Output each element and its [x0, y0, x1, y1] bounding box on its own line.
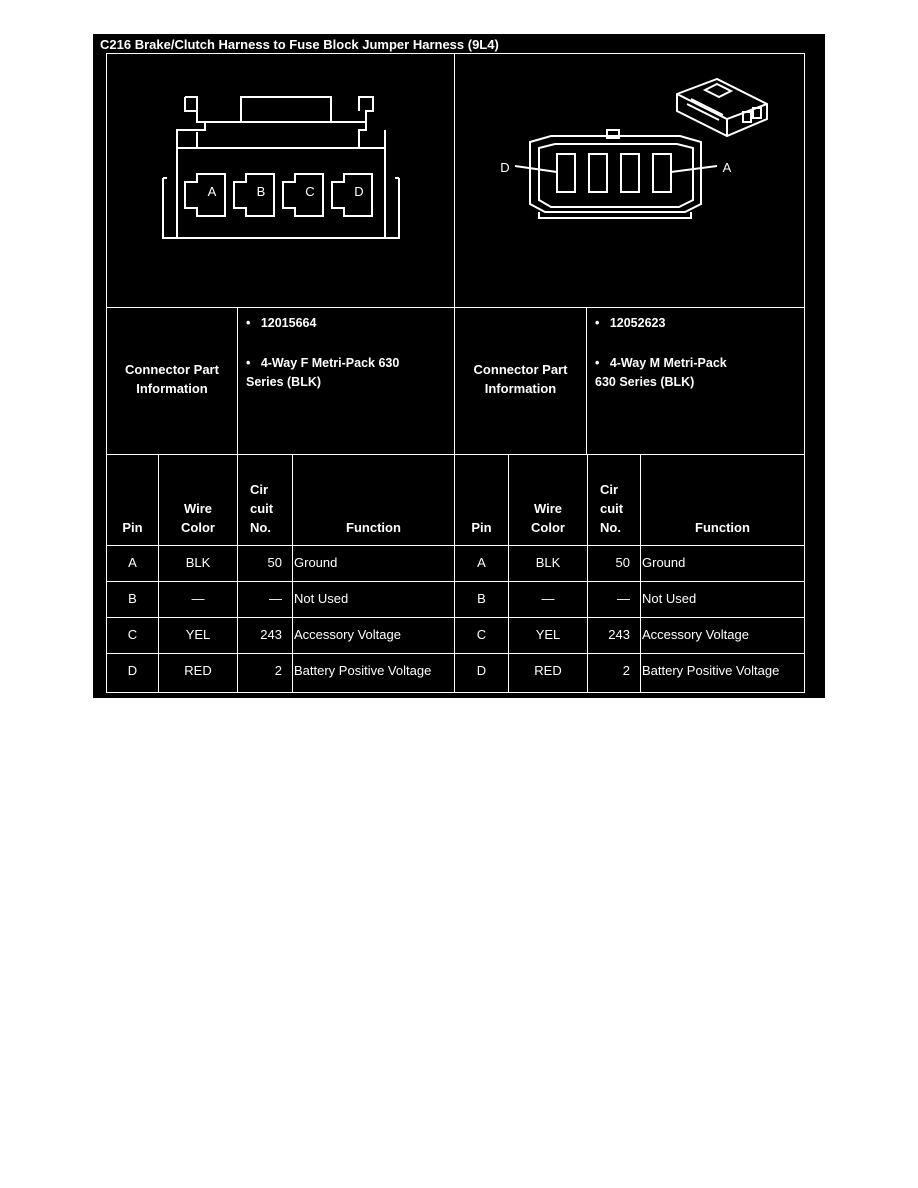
- table-cell: [292, 545, 455, 582]
- cell-wire: —: [191, 591, 205, 606]
- pin-cavity-c: [283, 174, 323, 216]
- callout-d-label: D: [500, 160, 510, 175]
- header-circuit: Cir cuit No.: [250, 482, 274, 535]
- table-cell: [587, 617, 641, 654]
- table-cell: [106, 545, 159, 582]
- header-wire-color: Wire Color: [531, 501, 565, 535]
- header-cell: [454, 454, 509, 546]
- table-cell: [640, 581, 805, 618]
- cell-function: Not Used: [642, 591, 697, 606]
- header-function: Function: [346, 520, 401, 535]
- table-cell: [158, 617, 238, 654]
- cell-pin: C: [476, 627, 487, 642]
- cell-pin: B: [477, 591, 486, 606]
- right-connector-drawing: [454, 53, 805, 308]
- cell-function: Ground: [294, 555, 338, 570]
- table-cell: [508, 581, 588, 618]
- table-cell: [237, 545, 293, 582]
- left-connector-drawing: [106, 53, 455, 308]
- table-cell: [640, 617, 805, 654]
- left-description: • 4-Way F Metri-Pack 630 Series (BLK): [246, 356, 400, 389]
- header-pin: Pin: [471, 520, 492, 535]
- cell-function: Accessory Voltage: [294, 627, 401, 642]
- right-part-number: • 12052623: [595, 316, 666, 330]
- cell-wire: BLK: [535, 555, 561, 570]
- table-cell: [508, 545, 588, 582]
- table-cell: [454, 653, 509, 693]
- right-info-values: [586, 307, 805, 455]
- table-cell: [158, 581, 238, 618]
- right-description: • 4-Way M Metri-Pack 630 Series (BLK): [595, 356, 727, 389]
- header-cell: [508, 454, 588, 546]
- cell-function: Battery Positive Voltage: [642, 663, 780, 678]
- table-cell: [292, 617, 455, 654]
- left-info-label: [106, 307, 238, 455]
- table-cell: [508, 653, 588, 693]
- header-cell: [292, 454, 455, 546]
- table-cell: [454, 545, 509, 582]
- table-cell: [454, 581, 509, 618]
- table-cell: [158, 653, 238, 693]
- table-cell: [587, 581, 641, 618]
- header-cell: [640, 454, 805, 546]
- header-cell: [587, 454, 641, 546]
- table-cell: [292, 581, 455, 618]
- cell-circuit: 243: [608, 627, 630, 642]
- cell-circuit: —: [269, 591, 282, 606]
- callout-a-label: A: [722, 160, 732, 175]
- cell-wire: BLK: [185, 555, 211, 570]
- header-function: Function: [695, 520, 750, 535]
- cell-circuit: 2: [274, 663, 282, 678]
- left-info-values: [237, 307, 455, 455]
- cell-circuit: 50: [615, 555, 630, 570]
- right-info-label-line1: Connector Part: [473, 362, 568, 377]
- cell-function: Battery Positive Voltage: [294, 663, 432, 678]
- table-cell: [237, 617, 293, 654]
- table-cell: [587, 653, 641, 693]
- pin-cavity-d: [332, 174, 372, 216]
- header-circuit: Cir cuit No.: [600, 482, 624, 535]
- cell-pin: A: [128, 555, 137, 570]
- left-part-number: • 12015664: [246, 316, 317, 330]
- cell-circuit: —: [617, 591, 630, 606]
- cell-circuit: 50: [267, 555, 282, 570]
- cell-wire: YEL: [185, 627, 211, 642]
- cell-pin: C: [127, 627, 138, 642]
- cell-function: Ground: [642, 555, 686, 570]
- header-pin: Pin: [122, 520, 143, 535]
- pin-cavity-a: [185, 174, 225, 216]
- table-cell: [106, 617, 159, 654]
- cell-wire: RED: [534, 663, 562, 678]
- cell-circuit: 243: [260, 627, 282, 642]
- table-cell: [292, 653, 455, 693]
- right-info-label: [454, 307, 587, 455]
- table-cell: [237, 581, 293, 618]
- cell-pin: D: [127, 663, 138, 678]
- table-cell: [587, 545, 641, 582]
- table-cell: [106, 581, 159, 618]
- cell-pin: A: [477, 555, 486, 570]
- table-cell: [237, 653, 293, 693]
- pin-letter: C: [305, 184, 315, 199]
- pin-letter: D: [354, 184, 364, 199]
- header-cell: [158, 454, 238, 546]
- cell-circuit: 2: [622, 663, 630, 678]
- cell-pin: B: [128, 591, 137, 606]
- right-info-label-line2: Information: [484, 381, 557, 396]
- table-cell: [454, 617, 509, 654]
- table-cell: [640, 653, 805, 693]
- cell-pin: D: [476, 663, 487, 678]
- cell-wire: YEL: [535, 627, 561, 642]
- left-info-label-line2: Information: [136, 381, 208, 396]
- table-cell: [158, 545, 238, 582]
- left-info-label-line1: Connector Part: [125, 362, 219, 377]
- cell-function: Accessory Voltage: [642, 627, 749, 642]
- pin-cavity-b: [234, 174, 274, 216]
- page-title: C216 Brake/Clutch Harness to Fuse Block Jumper Harness (9L4): [100, 37, 499, 52]
- cell-wire: —: [541, 591, 555, 606]
- cell-wire: RED: [184, 663, 212, 678]
- table-cell: [508, 617, 588, 654]
- table-cell: [106, 653, 159, 693]
- cell-function: Not Used: [294, 591, 349, 606]
- pin-letter: B: [256, 184, 266, 199]
- header-wire-color: Wire Color: [181, 501, 215, 535]
- table-cell: [640, 545, 805, 582]
- header-cell: [237, 454, 293, 546]
- header-cell: [106, 454, 159, 546]
- pin-letter: A: [207, 184, 217, 199]
